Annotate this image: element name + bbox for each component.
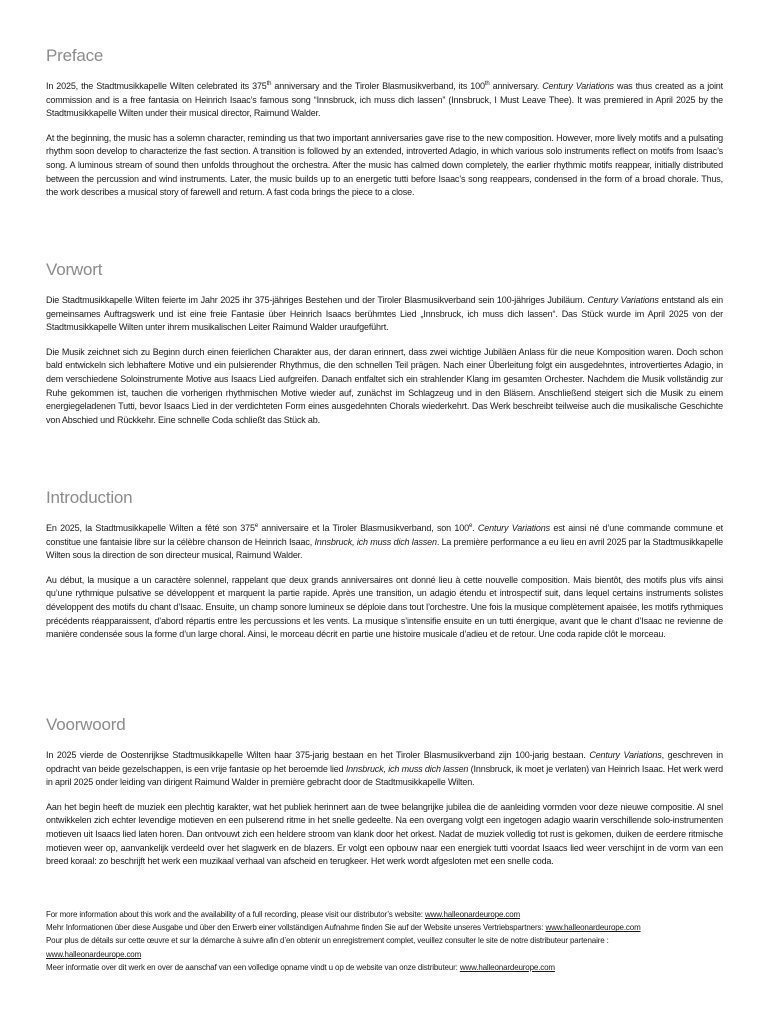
italic-title: Innsbruck, ich muss dich lassen <box>314 536 437 547</box>
text-run: est ainsi né d’une commande commune et constitue une fantaisie libre sur la célèbre chanson de Heinrich Isaac, <box>46 523 723 547</box>
preface-paragraph-1 <box>46 80 723 121</box>
text-run: . La première performance a eu lieu en avril 2025 par la Stadtmusikkapelle Wilten sous la direction de son directeur musical, Raimund Walder. <box>46 536 724 561</box>
italic-title: Century Variations <box>587 295 659 305</box>
vorwort-paragraph-2: Die Musik zeichnet sich zu Beginn durch einen feierlichen Charakter aus, der daran erinnert, dass zwei wichtige Jubiläen Anlass für die neue Komposition waren. Doch schon bald entwickeln sich lebhaftere Motive und ein pulsierender Rhythmus, die den schnellen Teil prägen. Nach einer Überleitung folgt ein ausgedehntes, introvertiertes Adagio, in dem verschiedene Soloinstrumente Motive aus Isaacs Lied aufgreifen. Danach entfaltet sich ein strahlender Klang im gesamten Orchester. Nachdem die Musik vollständig zur Ruhe gekommen ist, tauchen die vorherigen rhythmischen Motive wieder auf, zunächst im Schlagzeug und in den Bläsern. Anschließend steigert sich die Musik zu einem energiegeladenen Tutti, bevor Isaacs Lied in der verdichteten Form eines ausgedehnten Chorals wiederkehrt. Das Werk beschreibt teilweise auch die musikalische Geschichte von Abschied und Rückkehr. Eine schnelle Coda schließt das Stück ab. <box>46 346 723 425</box>
text-run: , geschreven in opdracht van beide gezelschappen, is een vrije fantasie op het beroemde lied <box>46 750 723 774</box>
text-run: In 2025 vierde de Oostenrijkse Stadtmusikkapelle Wilten haar 375-jarig bestaan en het Tiroler Blasmusikverband zijn 100-jarig bestaan. <box>46 750 590 760</box>
italic-title: Innsbruck, ich muss dich lassen <box>345 763 469 774</box>
introduction-heading: Introduction <box>46 488 133 507</box>
voorwoord-paragraph-1 <box>46 749 723 790</box>
text-run: entstand als ein gemeinsames Auftragswerk und ist eine freie Fantasie über Heinrich Isaacs berühmtes Lied „Innsbruck, ich muss dich lassen“. Das Stück wurde im April 2025 von der Stadtmusikkapelle Wilten unter ihrem musikalischen Leiter Raimund Walder uraufgeführt. <box>46 295 723 333</box>
preface-heading: Preface <box>46 46 104 65</box>
introduction-paragraph-2: Au début, la musique a un caractère solennel, rappelant que deux grands anniversaires ont donné lieu à cette nouvelle composition. Mais bientôt, des motifs plus vifs ainsi qu’une rythmique pulsative se développent et marquent la partie rapide. Après une transition, un adagio étendu et introspectif suit, dans lequel certains instruments solistes développent des motifs du chant d’Isaac. Ensuite, un champ sonore lumineux se déploie dans tout l’orchestre. Une fois la musique complètement apaisée, les motifs rythmiques précédents réapparaissent, d’abord répartis entre les percussions et les vents. La musique s’intensifie ensuite en un tutti énergique, avant que le chant d’Isaac ne revienne de manière condensée sous la forme d’un large choral. Ainsi, le morceau décrit en partie une histoire musicale d’adieu et de retour. Une coda rapide clôt le morceau. <box>46 574 723 640</box>
ordinal-suffix: e <box>254 523 259 529</box>
ordinal-suffix: th <box>266 81 272 87</box>
footer-text-nl: Meer informatie over dit werk en over de aanschaf van een volledige opname vindt u op de website van onze distributeur: <box>46 962 460 972</box>
text-run: Die Stadtmusikkapelle Wilten feierte im Jahr 2025 ihr 375-jähriges Bestehen und der Tiroler Blasmusikverband sein 100-jähriges Jubiläum. <box>46 295 588 305</box>
ordinal-suffix: th <box>484 81 490 87</box>
footer-info <box>46 908 723 974</box>
voorwoord-paragraph-2: Aan het begin heeft de muziek een plechtig karakter, wat het publiek herinnert aan de twee belangrijke jubilea die de aanleiding vormden voor deze nieuwe compositie. Al snel ontwikkelen zich echter levendige motieven en een pulserend ritme in het snelle gedeelte. Na een overgang volgt een ingetogen adagio waarin verschillende solo-instrumenten motieven uit Isaacs lied laten horen. Dan ontvouwt zich een heldere stroom van klank door het orkest. Nadat de muziek volledig tot rust is gekomen, duiken de eerdere ritmische motieven weer op, aanvankelijk verdeeld over het slagwerk en de blazers. Er volgt een opbouw naar een energiek tutti voordat Isaacs lied weer verschijnt in de vorm van een breed koraal: zo beschrijft het werk een muzikaal verhaal van afscheid en terugkeer. Het werk wordt afgesloten met een snelle coda. <box>46 801 723 867</box>
voorwoord-section <box>46 715 723 869</box>
vorwort-heading: Vorwort <box>46 260 103 279</box>
vorwort-section <box>46 260 723 427</box>
footer-text-fr: Pour plus de détails sur cette œuvre et sur la démarche à suivre afin d’en obtenir un enregistrement complet, veuillez consulter le site de notre distributeur partenaire : <box>46 936 609 946</box>
introduction-paragraph-1 <box>46 522 723 563</box>
footer-link-en[interactable]: www.halleonardeurope.com <box>424 910 521 919</box>
text-run: . <box>472 523 478 533</box>
footer-link-fr[interactable]: www.halleonardeurope.com <box>46 949 142 959</box>
text-run: was thus created as a joint commission and is a free fantasia on Heinrich Isaac’s famous song “Innsbruck, ich muss dich lassen” (Innsbruck, I Must Leave Thee). It was premiered in April 2025 by the Stadtmusikkapelle Wilten under their musical director, Raimund Walder. <box>46 81 723 119</box>
footer-link-de[interactable]: www.halleonardeurope.com <box>545 923 641 933</box>
text-run: anniversary and the Tiroler Blasmusikverband, its 100 <box>271 81 485 91</box>
introduction-section <box>46 488 723 642</box>
text-run: (Innsbruck, ik moet je verlaten) van Heinrich Isaac. Het werk werd in april 2025 onder leiding van dirigent Raimund Walder in première gebracht door de Stadtmusikkapelle Wilten. <box>46 763 723 788</box>
footer-text-en: For more information about this work and the availability of a full recording, please visit our distributor’s website: <box>46 910 425 919</box>
text-run: In 2025, the Stadtmusikkapelle Wilten celebrated its 375 <box>46 81 267 91</box>
preface-section <box>46 46 723 200</box>
footer-line-fr <box>46 934 723 960</box>
footer-line-de <box>46 921 723 934</box>
ordinal-suffix: e <box>468 523 473 529</box>
voorwoord-heading: Voorwoord <box>46 715 126 734</box>
italic-title: Century Variations <box>589 750 662 760</box>
footer-text-de: Mehr Informationen über diese Ausgabe und über den Erwerb einer vollständigen Aufnahme finden Sie auf der Website unseres Vertriebspartners: <box>46 923 546 933</box>
text-run: anniversary. <box>489 81 543 91</box>
preface-paragraph-2: At the beginning, the music has a solemn character, reminding us that two important anniversaries gave rise to the new composition. However, more lively motifs and a pulsating rhythm soon develop to characterize the fast section. A transition is followed by an extended, introverted Adagio, in which various solo instruments reflect on motifs from Isaac’s song. A luminous stream of sound then unfolds throughout the orchestra. After the music has calmed down completely, the earlier rhythmic motifs reappear, initially distributed between the percussion and wind instruments. Later, the music builds up to an energetic tutti before Isaac’s song reappears, condensed in the form of a broad chorale. Thus, the work describes a musical story of farewell and return. A fast coda brings the piece to a close. <box>46 132 723 198</box>
text-run: En 2025, la Stadtmusikkapelle Wilten a fêté son 375 <box>46 523 255 533</box>
footer-link-nl[interactable]: www.halleonardeurope.com <box>459 962 555 972</box>
italic-title: Century Variations <box>542 81 614 91</box>
italic-title: Century Variations <box>477 523 550 533</box>
text-run: anniversaire et la Tiroler Blasmusikverband, son 100 <box>258 523 469 533</box>
footer-line-nl <box>46 961 723 974</box>
vorwort-paragraph-1 <box>46 294 723 335</box>
footer-line-en <box>46 908 723 921</box>
